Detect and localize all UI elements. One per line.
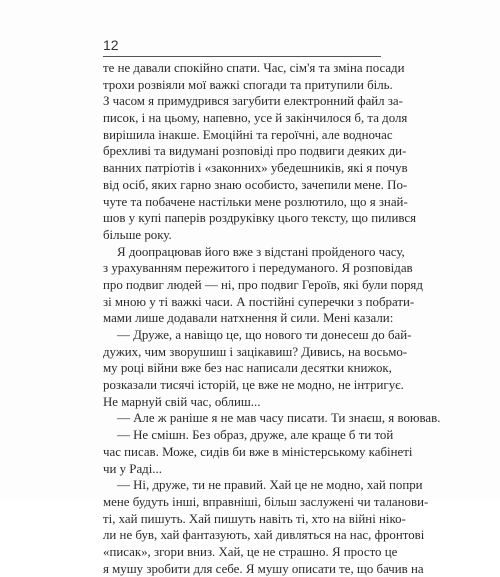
text-line: ли не був, хай фантазують, хай дивляться на нас, фронтові (103, 528, 425, 543)
text-line: З часом я примудрився загубити електронний файл за- (103, 94, 403, 109)
text-line: те не давали спокійно спати. Час, сім'я та зміна посади (103, 61, 405, 75)
text-line: му році війни вже без нас написали десятки книжок, (103, 361, 392, 376)
text-line: чи у Раді... (103, 461, 162, 476)
text-line: дужих, чим зворушиш і зацікавиш? Дивись, на восьмо- (103, 344, 408, 359)
text-line: трохи розвіяли мої важкі спогади та притупили біль. (103, 77, 393, 92)
text-line: — Друже, а навіщо це, що нового ти донесеш до бай- (117, 328, 412, 342)
text-line: брехливі та видумані розповіді про подвиги деяких ди- (103, 144, 407, 159)
text-line: більше року. (103, 227, 172, 242)
text-line: розказали тисячі історій, це вже не модно, не інтригує. (103, 378, 404, 393)
text-line: — Але ж раніше я не мав часу писати. Ти знаєш, я воював. (117, 411, 441, 426)
text-line: мами лише додавали натхнення й сили. Мені казали: (103, 311, 394, 326)
text-line: мене будуть інші, вправніші, більш заслужені чи таланови- (103, 494, 429, 509)
body-text (103, 60, 441, 577)
text-line: ванних патріотів і «законних» убедешників, які я почув (103, 161, 408, 176)
page-number: 12 (103, 37, 119, 53)
text-line: від осіб, яких гарно знаю особисто, зачепили мене. По- (103, 177, 408, 192)
text-line: Я доопрацював його вже з відстані пройденого часу, (117, 244, 405, 259)
text-line: я мушу зробити для себе. Я мушу описати те, що бачив на (103, 561, 424, 576)
text-line: «писак», згори вниз. Хай, це не страшно. Я просто це (103, 544, 398, 559)
text-line: з урахуванням пережитого і передуманого. Я розповідав (103, 261, 413, 276)
text-line: час писав. Може, сидів би вже в міністерському кабінеті (103, 444, 413, 459)
text-line: зі мною у ті важкі часи. А постійні суперечки з побрати- (103, 294, 415, 309)
text-line: вирішила інакше. Емоційні та героїчні, але водночас (103, 127, 393, 142)
text-line: ті, хай пишуть. Хай пишуть навіть ті, хто на війні ніко- (103, 511, 406, 526)
header-rule (103, 56, 381, 57)
text-line: шов у купі паперів роздруківку цього тексту, що пилився (103, 211, 417, 226)
text-line: — Не смішн. Без образ, друже, але краще б ти той (117, 428, 394, 443)
text-line: чуте та побачене настільки мене розлютило, що я знай- (103, 194, 408, 209)
text-line: — Ні, друже, ти не правий. Хай це не модно, хай попри (117, 478, 423, 493)
text-line: Не марнуй свій час, облиш... (103, 394, 261, 409)
text-line: про подвиг людей — ні, про подвиг Героїв, які були поряд (103, 277, 423, 292)
text-line: писок, і на цьому, напевно, усе й закінчилося б, та доля (103, 111, 408, 126)
